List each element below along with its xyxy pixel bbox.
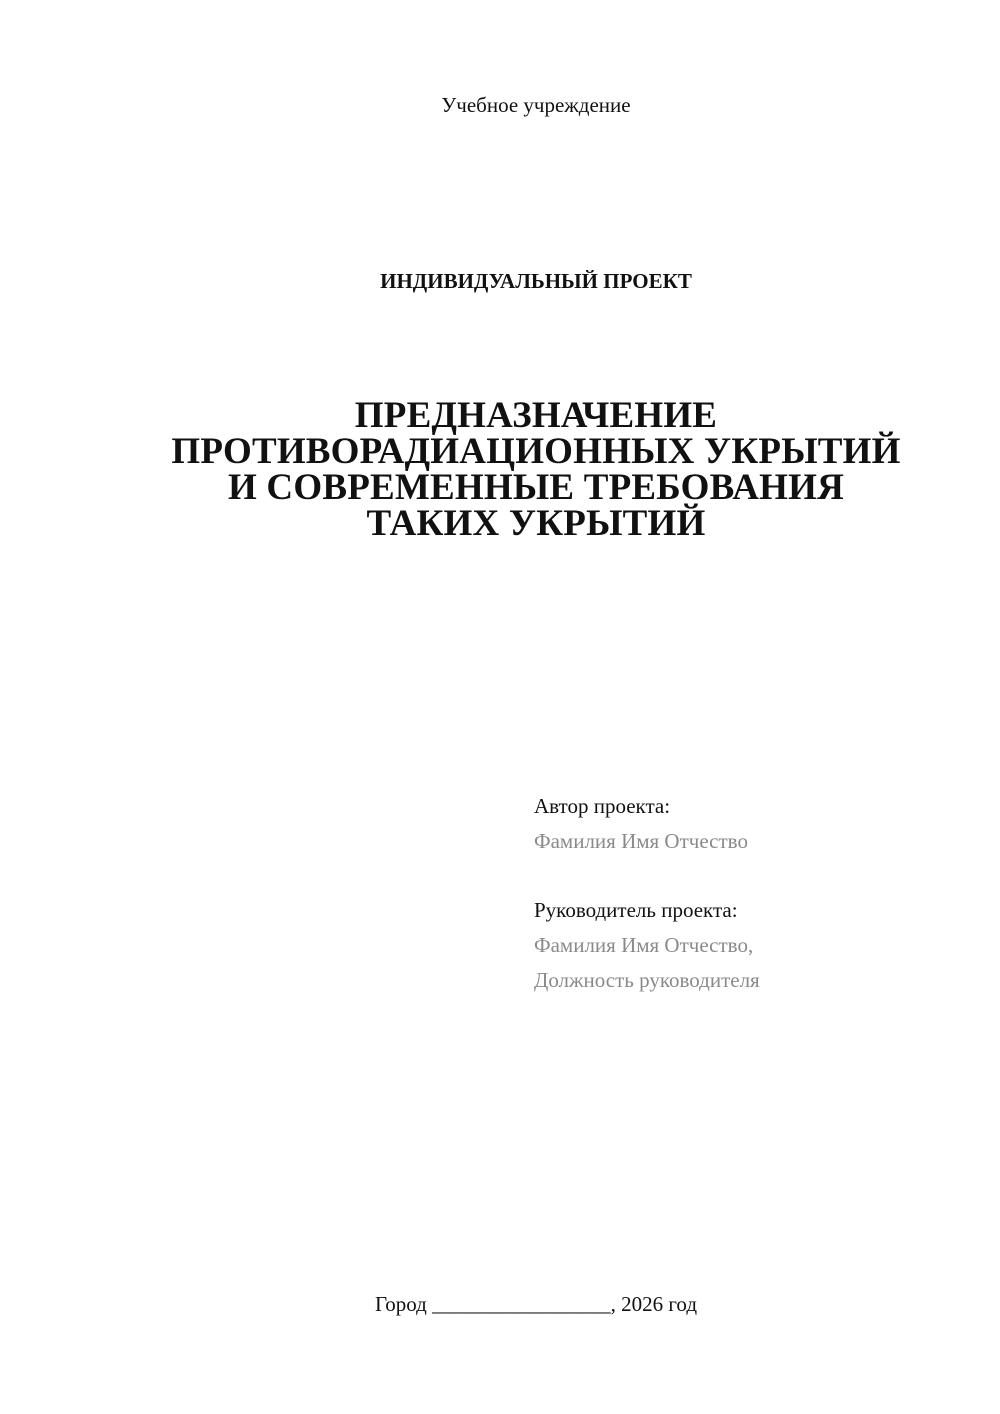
supervisor-name: Фамилия Имя Отчество, <box>534 933 754 957</box>
author-label: Автор проекта: <box>534 794 671 818</box>
institution-name: Учебное учреждение <box>441 93 631 117</box>
credits-block <box>534 789 974 998</box>
city-year-line: Город _________________, 2026 год <box>374 1292 698 1316</box>
author-name: Фамилия Имя Отчество <box>534 829 748 853</box>
project-title-line-3: И СОВРЕМЕННЫЕ ТРЕБОВАНИЯ <box>227 467 844 508</box>
project-type-heading: ИНДИВИДУАЛЬНЫЙ ПРОЕКТ <box>380 269 692 293</box>
supervisor-label: Руководитель проекта: <box>534 898 738 922</box>
project-title-line-2: ПРОТИВОРАДИАЦИОННЫХ УКРЫТИЙ <box>171 431 901 472</box>
supervisor-position: Должность руководителя <box>534 968 760 992</box>
project-title-line-1: ПРЕДНАЗНАЧЕНИЕ <box>354 395 718 436</box>
project-title-line-4: ТАКИХ УКРЫТИЙ <box>366 503 706 544</box>
credits-spacer <box>534 859 974 893</box>
project-title <box>0 395 1000 544</box>
